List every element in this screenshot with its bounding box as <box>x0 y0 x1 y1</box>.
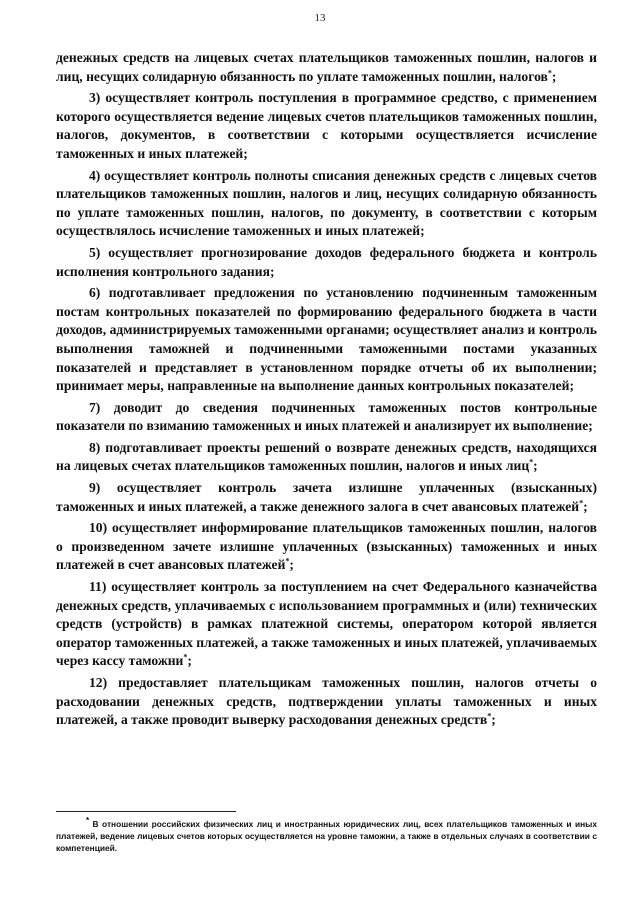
paragraph <box>56 674 597 730</box>
footnote-mark: * <box>547 68 552 78</box>
paragraph-tail: ; <box>491 712 496 728</box>
paragraph <box>56 519 597 575</box>
paragraph <box>56 439 597 476</box>
paragraph-text: денежных средств на лицевых счетах плательщиков таможенных пошлин, налогов и лиц, несущих солидарную обязанность по уплате таможенных пошлин, налогов <box>56 50 597 84</box>
paragraph-text: 9) осуществляет контроль зачета излишне уплаченных (взысканных) таможенных и иных платежей, а также денежного залога в счет авансовых платежей <box>56 480 597 514</box>
paragraph <box>56 479 597 516</box>
paragraph-text: 12) предоставляет плательщикам таможенных пошлин, налогов отчеты о расходовании денежных средств, подтверждении уплаты таможенных и иных платежей, а также проводит выверку расходования денежных средств <box>56 675 597 728</box>
paragraph-tail: ; <box>551 68 557 84</box>
footnote-mark: * <box>529 457 534 467</box>
footnote-separator <box>56 811 236 812</box>
paragraph <box>56 284 597 396</box>
paragraph-text: 11) осуществляет контроль за поступлением на счет Федерального казначейства денежных средств, уплачиваемых с использованием программных и (или) технических средств (устройств) в рамках платежной системы, оператором которой является оператор таможенных платежей, а также таможенных и иных платежей, уплачиваемых через кассу таможни <box>56 579 597 669</box>
paragraph-tail: ; <box>533 458 538 474</box>
footnote-text: В отношении российских физических лиц и иностранных юридических лиц, всех плательщиков таможенных и иных платежей, ведение лицевых счетов которых осуществляется на уровне таможни, а также в отдельных случаях в соответствии с компетенцией. <box>56 819 597 853</box>
paragraph <box>56 49 597 86</box>
paragraph <box>56 399 597 436</box>
paragraph-text: 4) осуществляет контроль полноты списания денежных средств с лицевых счетов плательщиков таможенных пошлин, налогов и лиц, несущих солидарную обязанность по уплате таможенных пошлин, налогов, по документу, в соответствии с которым осуществлялось исчисление таможенных и иных платежей; <box>56 167 597 239</box>
paragraph <box>56 167 597 241</box>
footnote-mark: * <box>487 711 492 721</box>
paragraph-tail: ; <box>583 498 588 514</box>
paragraph-tail: ; <box>187 653 192 669</box>
page-number: 13 <box>314 12 326 24</box>
footnote <box>56 818 597 854</box>
footnote-mark: * <box>183 652 188 662</box>
footnote-mark: * <box>285 556 290 566</box>
footnote-mark: * <box>579 498 584 508</box>
paragraph-text: 8) подготавливает проекты решений о возврате денежных средств, находящихся на лицевых счетах плательщиков таможенных пошлин, налогов и иных лиц <box>56 439 597 474</box>
paragraph <box>56 578 597 671</box>
paragraph <box>56 89 597 163</box>
paragraph-text: 5) осуществляет прогнозирование доходов федерального бюджета и контроль исполнения контрольного задания; <box>56 244 597 279</box>
paragraph-tail: ; <box>289 557 294 573</box>
paragraph-text: 7) доводит до сведения подчиненных таможенных постов контрольные показатели по взиманию таможенных и иных платежей и анализирует их выполнение; <box>56 399 597 434</box>
footnote-mark: * <box>86 816 90 826</box>
paragraph-text: 10) осуществляет информирование плательщиков таможенных пошлин, налогов о произведенном зачете излишне уплаченных (взысканных) таможенных и иных платежей в счет авансовых платежей <box>56 520 597 573</box>
paragraph-text: 6) подготавливает предложения по установлению подчиненным таможенным постам контрольных показателей по формированию федерального бюджета в части доходов, администрируемых таможенными органами; осуществляет анализ и контроль выполнения таможней и подчиненными таможенными постами указанных показателей и представляет в установленном порядке отчеты об их выполнении; принимает меры, направленные на выполнение данных контрольных показателей; <box>56 285 597 394</box>
document-body <box>56 49 597 733</box>
paragraph-text: 3) осуществляет контроль поступления в программное средство, с применением которого осуществляется ведение лицевых счетов плательщиков таможенных пошлин, налогов, документов, в соответствии с которыми осуществляется исчисление таможенных и иных платежей; <box>56 90 597 161</box>
paragraph <box>56 244 597 281</box>
